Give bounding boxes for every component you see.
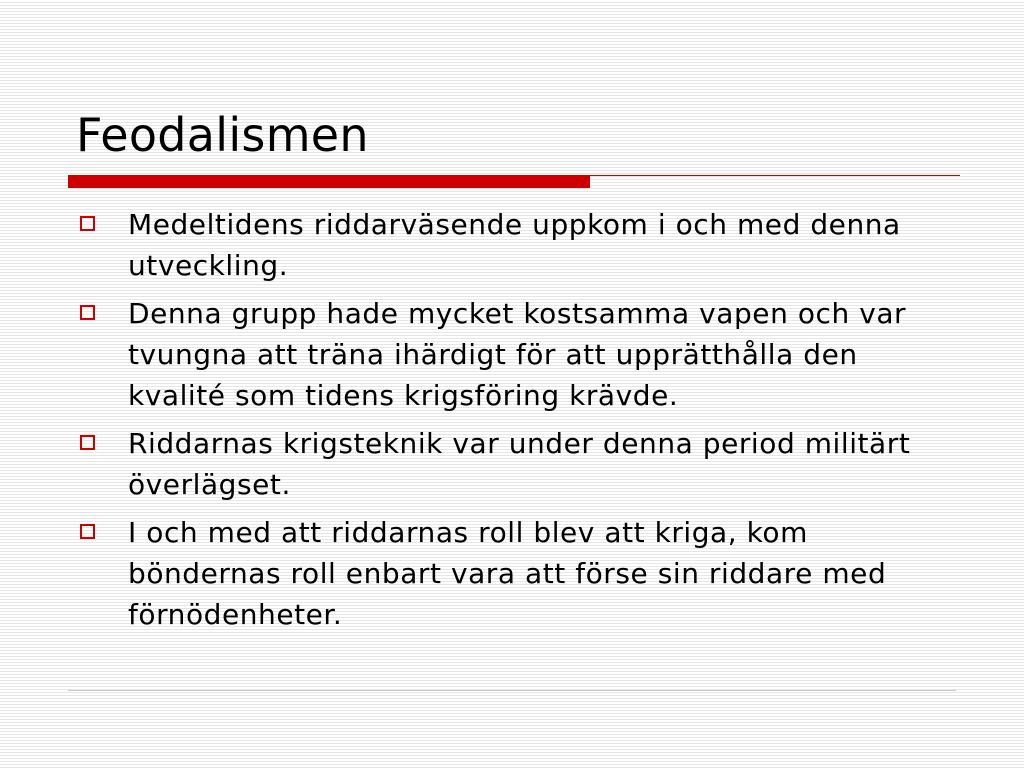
bullet-item bbox=[76, 423, 956, 505]
footer-divider bbox=[68, 690, 956, 691]
bullet-item bbox=[76, 204, 956, 286]
hollow-square-icon bbox=[80, 216, 95, 231]
bullet-item bbox=[76, 512, 956, 635]
hollow-square-icon bbox=[80, 524, 95, 539]
bullet-text: Medeltidens riddarväsende uppkom i och med denna utveckling. bbox=[128, 208, 901, 282]
bullet-text: Riddarnas krigsteknik var under denna period militärt överlägset. bbox=[128, 427, 911, 501]
bullet-list bbox=[76, 204, 956, 642]
hollow-square-icon bbox=[80, 435, 95, 450]
bullet-text: Denna grupp hade mycket kostsamma vapen och var tvungna att träna ihärdigt för att upprätthålla den kvalité som tidens krigsföring krävde. bbox=[128, 297, 907, 412]
hollow-square-icon bbox=[80, 305, 95, 320]
bullet-text: I och med att riddarnas roll blev att kriga, kom böndernas roll enbart vara att förse sin riddare med förnödenheter. bbox=[128, 516, 887, 631]
title-underline-accent bbox=[68, 175, 590, 188]
slide-title: Feodalismen bbox=[76, 108, 369, 162]
bullet-item bbox=[76, 293, 956, 416]
